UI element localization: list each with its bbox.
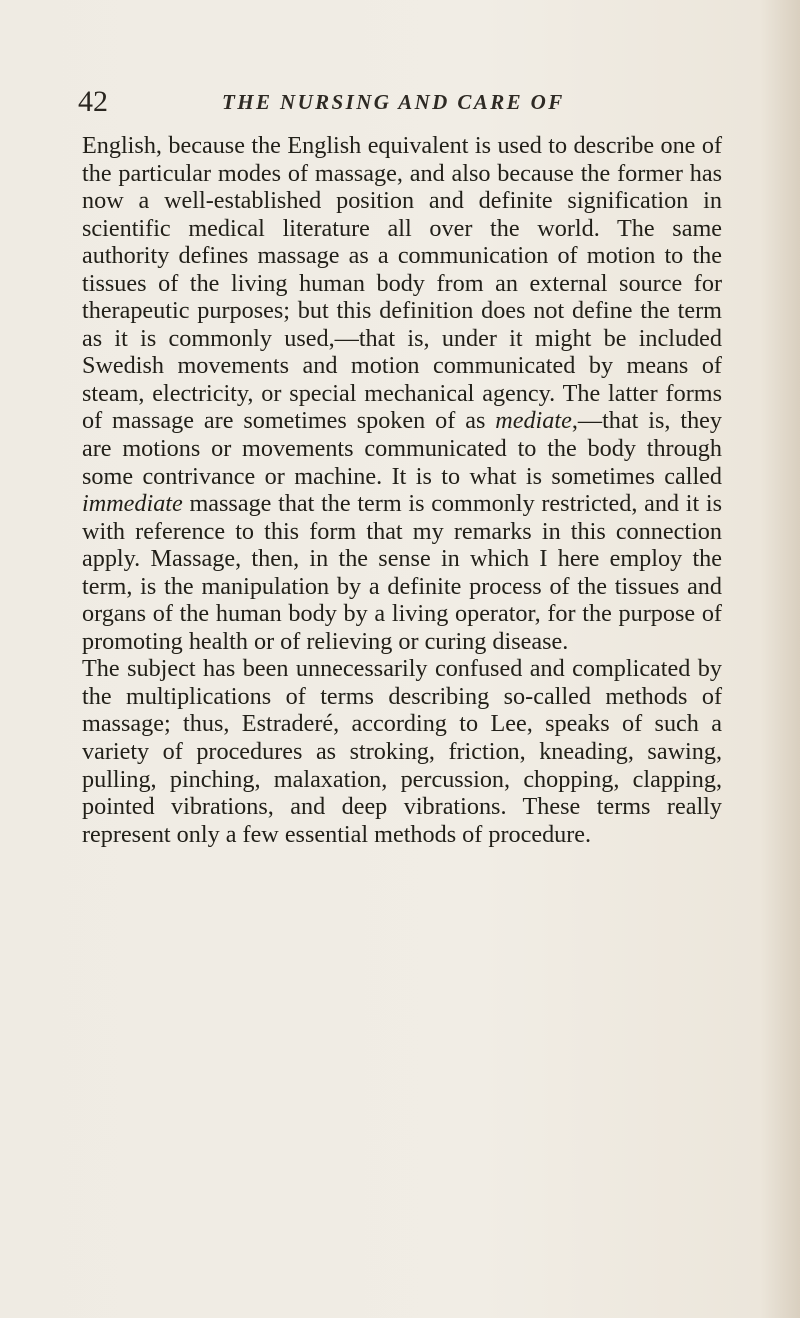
- page-number: 42: [78, 85, 108, 118]
- text-segment: English, because the English equivalent is used to describe one of the particular modes of massage, and also because the former has now a well-established position and definite signification in scientific medical literature all over the world. The same authority defines massage as a communication of motion to the tissues of the living human body from an external source for therapeutic purposes; but this definition does not define the term as it is commonly used,—that is, under it might be included Swedish movements and motion communicated by means of steam, electricity, or special mechanical agency. The latter forms of massage are sometimes spoken of as: [82, 132, 722, 435]
- italic-term-immediate: immediate: [82, 490, 183, 518]
- running-head: [0, 84, 800, 120]
- paragraph-1: [82, 132, 722, 655]
- italic-term-mediate: mediate: [495, 407, 572, 435]
- body-text: [82, 132, 722, 848]
- text-segment: massage that the term is commonly restricted, and it is with reference to this form that my remarks in this connection apply. Massage, then, in the sense in which I here employ the term, is the manipulation by a definite process of the tissues and organs of the human body by a living operator, for the purpose of promoting health or of relieving or curing disease.: [82, 490, 722, 655]
- paragraph-2: [82, 655, 722, 848]
- text-segment: The subject has been unnecessarily confused and complicated by the multiplications of terms describing so-called methods of massage; thus, Estraderé, according to Lee, speaks of such a variety of procedures as stroking, friction, kneading, sawing, pulling, pinching, malaxation, percussion, chopping, clapping, pointed vibrations, and deep vibrations. These terms really represent only a few essential methods of procedure.: [82, 655, 722, 848]
- text-segment: ,—that is, they are motions or movements communicated to the body through some contrivance or machine. It is to what is sometimes called: [82, 407, 722, 490]
- running-title: THE NURSING AND CARE OF: [222, 90, 565, 114]
